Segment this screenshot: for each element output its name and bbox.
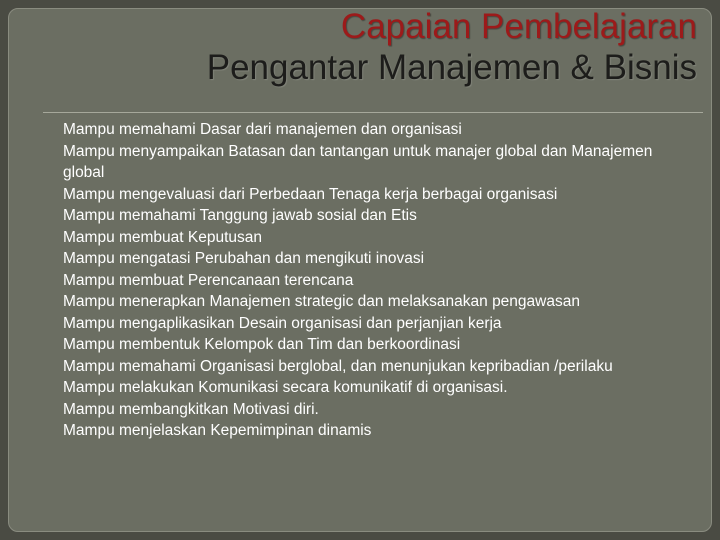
list-item [29, 377, 671, 399]
title-line-2: Pengantar Manajemen & Bisnis [206, 48, 697, 87]
list-item [29, 420, 671, 442]
title-divider [43, 112, 703, 113]
list-item-text: Mampu melakukan Komunikasi secara komunikatif di organisasi. [63, 379, 508, 396]
list-item-text: Mampu mengatasi Perubahan dan mengikuti inovasi [63, 250, 425, 267]
list-item-text: Mampu membuat Perencanaan terencana [63, 271, 354, 289]
list-item [29, 141, 671, 184]
list-item [29, 205, 671, 227]
slide-title [207, 8, 697, 88]
list-item-text: Mampu membentuk Kelompok dan Tim dan berkoordinasi [63, 336, 461, 353]
list-item [29, 119, 671, 141]
list-item-text: Mampu memahami Organisasi berglobal, dan menunjukan kepribadian /perilaku [63, 357, 613, 375]
list-item [29, 270, 671, 292]
slide [8, 8, 712, 532]
list-item [29, 248, 671, 270]
list-item-text: Mampu menyampaikan Batasan dan tantangan untuk manajer global dan Manajemen global [63, 142, 653, 181]
list-item [29, 356, 671, 378]
list-item-text: Mampu membangkitkan Motivasi diri. [63, 400, 319, 418]
list-item [29, 399, 671, 421]
list-item [29, 313, 671, 335]
list-item [29, 227, 671, 249]
outcome-list [29, 119, 671, 442]
list-item-text: Mampu menerapkan Manajemen strategic dan melaksanakan pengawasan [63, 293, 580, 310]
list-item-text: Mampu memahami Dasar dari manajemen dan organisasi [63, 121, 462, 138]
list-item-text: Mampu menjelaskan Kepemimpinan dinamis [63, 422, 372, 439]
list-item [29, 184, 671, 206]
list-item-text: Mampu membuat Keputusan [63, 228, 263, 246]
title-line-1: Capaian Pembelajaran [340, 8, 697, 46]
list-item-text: Mampu mengevaluasi dari Perbedaan Tenaga kerja berbagai organisasi [63, 185, 558, 203]
list-item [29, 291, 671, 313]
list-item [29, 334, 671, 356]
list-item-text: Mampu mengaplikasikan Desain organisasi dan perjanjian kerja [63, 314, 502, 332]
list-item-text: Mampu memahami Tanggung jawab sosial dan Etis [63, 207, 417, 224]
